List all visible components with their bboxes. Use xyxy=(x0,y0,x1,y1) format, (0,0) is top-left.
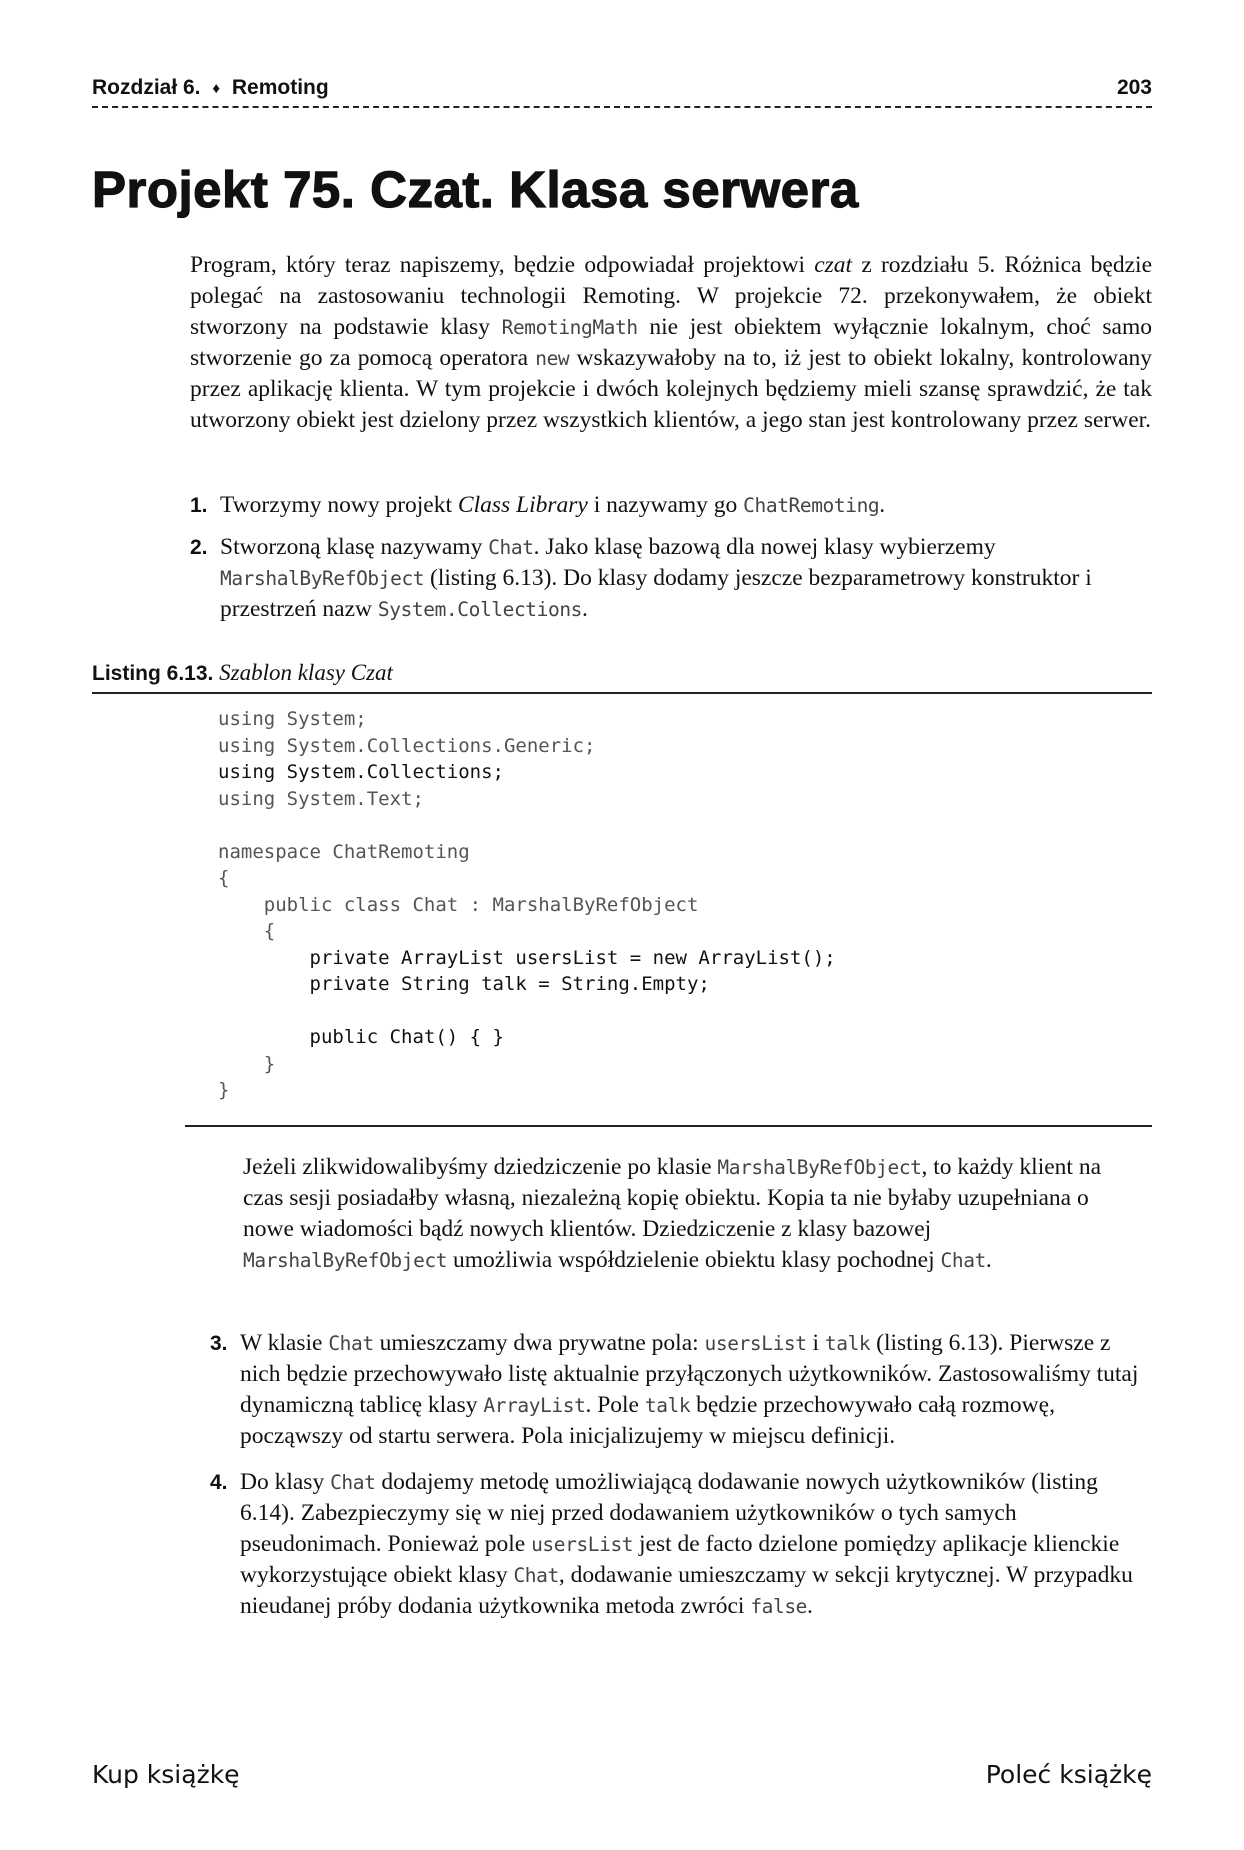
step-number: 2. xyxy=(190,536,208,559)
intro-text-1: Program, który teraz napiszemy, będzie odpowiadał projektowi xyxy=(190,252,815,278)
code-chat: Chat xyxy=(328,1332,374,1355)
running-head-chapter xyxy=(92,76,329,100)
step-4 xyxy=(210,1467,1140,1622)
step-4-text-a: Do klasy xyxy=(240,1469,331,1495)
footer xyxy=(92,1760,1152,1789)
page-number: 203 xyxy=(1116,76,1152,99)
code-new: new xyxy=(535,347,570,370)
step-3-text-d: (listing 6.13). Pierwsze z nich będzie przechowywało listę aktualnie przyłączonych użytkowników. Zastosowaliśmy tutaj dynamiczną tablicę klasy xyxy=(240,1330,1139,1418)
code-arraylist: ArrayList xyxy=(483,1394,586,1417)
code-line: { xyxy=(218,920,276,942)
step-1-text-c: . xyxy=(879,492,886,518)
code-line: public class Chat : MarshalByRefObject xyxy=(218,893,699,916)
listing-label: Listing 6.13. xyxy=(92,662,214,685)
step-3-text-a: W klasie xyxy=(240,1330,329,1356)
intro-czat: czat xyxy=(814,252,853,278)
step-4-text-b: dodajemy metodę umożliwiającą dodawanie nowych użytkowników (listing 6.14). Zabezpieczymy się w niej przed dodawaniem użytkowników o tych samych pseudonimach. Ponieważ pole xyxy=(240,1469,1098,1557)
step-text xyxy=(220,490,1152,521)
buy-book-link[interactable]: Kup książkę xyxy=(92,1760,240,1789)
after-text-b: , to każdy klient na czas sesji posiadałby własną, niezależną kopię obiektu. Kopia ta nie byłaby uzupełniana o nowe wiadomości bądź nowych klientów. Dziedziczenie z klasy bazowej xyxy=(243,1154,1101,1242)
step-number: 3. xyxy=(210,1332,228,1355)
step-number: 4. xyxy=(210,1471,228,1494)
step-1-text-b: i nazywamy go xyxy=(587,492,744,518)
code-line: private String talk = String.Empty; xyxy=(218,973,710,995)
step-text xyxy=(220,532,1152,625)
step-2-text-a: Stworzoną klasę nazywamy xyxy=(220,534,489,560)
code-chatremoting: ChatRemoting xyxy=(743,494,880,517)
steps-list-1 xyxy=(190,490,1152,625)
code-chat: Chat xyxy=(488,536,534,559)
step-number: 1. xyxy=(190,494,208,517)
intro-text-3: nie jest obiektem wyłącznie lokalnym, choć samo stworzenie go za pomocą operatora xyxy=(190,314,1152,371)
code-marshalbyrefobject: MarshalByRefObject xyxy=(220,567,425,590)
listing-bottom-rule xyxy=(185,1125,1152,1127)
code-system-collections: System.Collections xyxy=(377,598,583,621)
code-line: private ArrayList usersList = new ArrayList(); xyxy=(218,946,836,969)
code-talk: talk xyxy=(644,1394,691,1417)
after-text-d: . xyxy=(985,1247,992,1273)
intro-paragraph xyxy=(190,250,1152,436)
listing-title: Szablon klasy Czat xyxy=(219,660,393,685)
intro-text-4: wskazywałoby na to, iż jest to obiekt lokalny, kontrolowany przez aplikację klienta. W tym projekcie i dwóch kolejnych będziemy mieli szansę sprawdzić, że tak utworzony obiekt jest dzielony przez wszystkich klientów, a jego stan jest kontrolowany przez serwer. xyxy=(190,345,1153,433)
step-3-text-c: i xyxy=(806,1330,825,1356)
code-userslist: usersList xyxy=(704,1332,807,1355)
code-marshalbyrefobject: MarshalByRefObject xyxy=(243,1249,448,1272)
code-line: } xyxy=(218,1052,276,1075)
code-talk: talk xyxy=(824,1332,871,1355)
listing-caption xyxy=(92,660,1152,694)
running-head xyxy=(92,76,1152,108)
page-title: Projekt 75. Czat. Klasa serwera xyxy=(92,161,859,218)
step-text xyxy=(240,1467,1140,1622)
step-3-text-b: umieszczamy dwa prywatne pola: xyxy=(373,1330,705,1356)
steps-list-2 xyxy=(210,1328,1140,1622)
step-2-text-d: . xyxy=(582,596,588,622)
section-label: Remoting xyxy=(231,76,329,99)
step-3-text-f: będzie przechowywało całą rozmowę, począwszy od startu serwera. Pola inicjalizujemy w miejscu definicji. xyxy=(240,1392,1055,1449)
code-listing xyxy=(218,706,836,1104)
after-listing-paragraph xyxy=(243,1152,1123,1276)
step-1 xyxy=(190,490,1152,521)
step-1-text-a: Tworzymy nowy projekt xyxy=(220,492,458,518)
step-3 xyxy=(210,1328,1140,1452)
code-line: } xyxy=(218,1079,230,1101)
code-line: using System; xyxy=(218,708,367,730)
intro-text-2: z rozdziału 5. Różnica będzie polegać na zastosowaniu technologii Remoting. W projekcie 72. przekonywałem, że obiekt stworzony na podstawie klasy xyxy=(190,252,1152,340)
code-line: using System.Text; xyxy=(218,787,424,810)
after-text-c: umożliwia współdzielenie obiektu klasy pochodnej xyxy=(447,1247,941,1273)
code-userslist: usersList xyxy=(531,1533,634,1556)
chapter-label: Rozdział 6. xyxy=(92,76,201,99)
code-line: namespace ChatRemoting xyxy=(218,840,470,863)
code-chat: Chat xyxy=(940,1249,986,1272)
step-4-text-c: jest de facto dzielone pomiędzy aplikacje klienckie wykorzystujące obiekt klasy xyxy=(240,1531,1120,1588)
step-2-text-c: (listing 6.13). Do klasy dodamy jeszcze bezparametrowy konstruktor i przestrzeń nazw xyxy=(220,565,1092,622)
code-line: using System.Collections.Generic; xyxy=(218,734,596,757)
step-3-text-e: . Pole xyxy=(585,1392,645,1418)
code-line: using System.Collections; xyxy=(218,761,504,783)
code-line: public Chat() { } xyxy=(218,1026,504,1048)
step-2-text-b: . Jako klasę bazową dla nowej klasy wybierzemy xyxy=(533,534,996,560)
step-4-text-e: . xyxy=(807,1593,813,1619)
code-chat: Chat xyxy=(513,1564,559,1587)
recommend-book-link[interactable]: Poleć książkę xyxy=(985,1760,1152,1789)
code-line: { xyxy=(218,867,230,889)
step-2 xyxy=(190,532,1152,625)
after-text-a: Jeżeli zlikwidowalibyśmy dziedziczenie po klasie xyxy=(243,1154,718,1180)
code-remotingmath: RemotingMath xyxy=(501,316,638,339)
step-1-class-library: Class Library xyxy=(457,492,588,518)
step-4-text-d: , dodawanie umieszczamy w sekcji krytycznej. W przypadku nieudanej próby dodania użytkownika metoda zwróci xyxy=(240,1562,1133,1619)
step-text xyxy=(240,1328,1140,1452)
diamond-icon: ♦ xyxy=(212,80,221,97)
code-marshalbyrefobject: MarshalByRefObject xyxy=(717,1156,922,1179)
code-false: false xyxy=(750,1595,808,1618)
code-chat: Chat xyxy=(330,1471,376,1494)
